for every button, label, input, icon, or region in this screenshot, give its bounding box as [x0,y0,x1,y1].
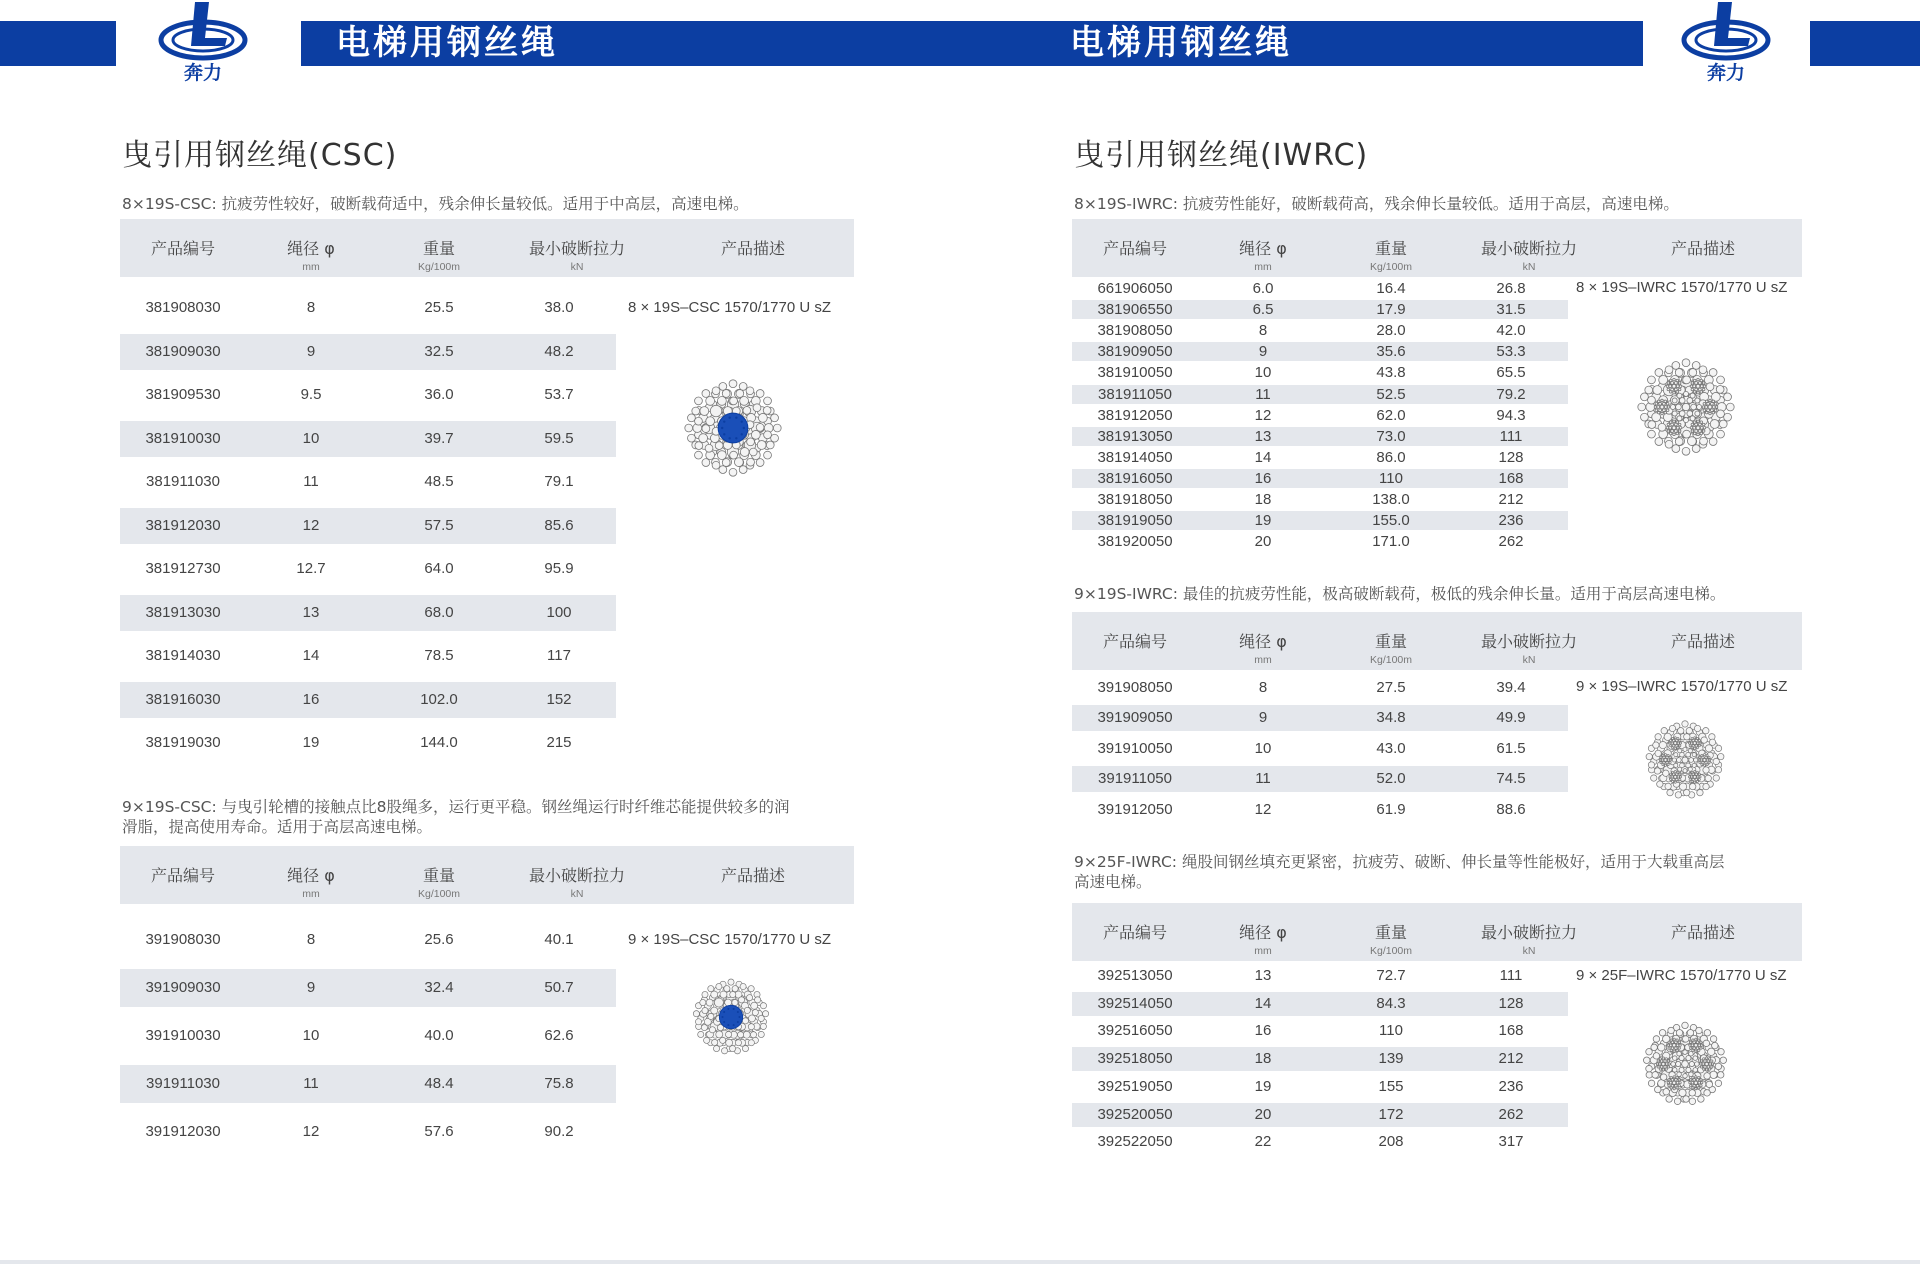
cell-force: 236 [1498,1077,1524,1095]
cell-code: 381906550 [1097,301,1173,319]
cell-force: 117 [547,647,571,664]
cell-force: 128 [1498,994,1524,1012]
cell-force: 152 [546,690,572,708]
cell-weight: 72.7 [1376,967,1406,984]
cell-force: 88.6 [1496,800,1526,818]
footer-line [0,1260,1920,1264]
table-row [1072,1075,1568,1099]
column-description: 产品描述 [720,239,785,258]
rope-spec: 8 × 19S–CSC 1570/1770 U sZ [628,299,832,316]
rope-cross-section-icon [671,957,791,1077]
cell-force: 236 [1498,512,1524,530]
rope-cross-section-icon [663,358,803,498]
cell-weight: 84.3 [1376,994,1406,1012]
cell-diameter: 12 [1254,800,1272,818]
cell-code: 661906050 [1097,280,1173,297]
cell-code: 381914030 [145,647,221,664]
cell-force: 168 [1498,469,1524,487]
cell-code: 381911050 [1098,385,1172,403]
table-row [120,725,616,761]
cell-force: 111 [1499,427,1523,445]
cell-diameter: 6.0 [1252,280,1274,297]
header-title-left: 电梯用钢丝绳 [336,23,558,63]
cell-code: 381916050 [1097,469,1173,487]
column-force: 最小破断拉力 kN [528,239,625,273]
cell-force: 59.5 [544,429,574,447]
column-code: 产品编号 [1102,923,1167,942]
cell-weight: 48.4 [424,1075,454,1092]
cell-diameter: 14 [302,647,320,664]
cell-code: 381909530 [145,386,221,403]
cell-code: 381910050 [1097,364,1173,382]
column-weight: 重量 Kg/100m [417,866,461,900]
column-weight: 重量 Kg/100m [1369,923,1413,957]
cell-diameter: 18 [1254,1050,1272,1068]
brand-logo-text: 奔力 [1706,62,1745,84]
cell-diameter: 10 [302,1027,320,1044]
cell-force: 42.0 [1496,322,1526,340]
section-description: 9×25F-IWRC: 绳股间钢丝填充更紧密，抗疲劳、破断、伸长量等性能极好，适用于大载重高层 高速电梯。 [1074,853,1725,891]
cell-force: 31.5 [1496,301,1526,319]
cell-weight: 172 [1378,1105,1404,1123]
cell-weight: 68.0 [424,603,454,621]
cell-force: 48.2 [544,342,574,360]
cell-diameter: 12 [302,1123,320,1140]
table-row [1072,736,1568,762]
cell-force: 79.2 [1496,385,1526,403]
table-row [120,595,616,631]
cell-code: 381908050 [1097,322,1173,340]
cell-force: 53.3 [1496,343,1526,361]
cell-code: 391909050 [1097,709,1173,727]
cell-weight: 52.5 [1376,385,1406,403]
rope-spec: 9 × 25F–IWRC 1570/1770 U sZ [1576,967,1787,984]
column-diameter: 绳径 φ mm [287,239,335,273]
cell-code: 381910030 [145,429,221,447]
column-diameter: 绳径 φ mm [1239,632,1287,666]
cell-code: 381919050 [1097,512,1173,530]
cell-diameter: 12.7 [296,560,326,577]
column-code: 产品编号 [1102,239,1167,258]
cell-code: 391911030 [146,1075,220,1092]
cell-code: 391908050 [1097,679,1173,696]
cell-force: 212 [1498,1050,1524,1068]
cell-force: 317 [1498,1133,1524,1151]
column-code: 产品编号 [1102,632,1167,651]
cell-diameter: 9 [1258,709,1268,727]
cell-diameter: 13 [302,603,320,621]
cell-force: 40.1 [544,931,574,948]
cell-force: 90.2 [544,1123,574,1140]
rope-spec: 8 × 19S–IWRC 1570/1770 U sZ [1576,279,1788,296]
cell-weight: 62.0 [1376,406,1406,424]
cell-diameter: 11 [1255,770,1271,788]
table-row [120,464,616,500]
column-force: 最小破断拉力 kN [528,866,625,900]
table-row [120,921,616,959]
cell-weight: 36.0 [424,386,454,403]
cell-code: 381914050 [1097,448,1173,466]
rope-spec: 9 × 19S–CSC 1570/1770 U sZ [628,931,832,948]
table-row [1072,1047,1568,1071]
section-description: 9×19S-CSC: 与曳引轮槽的接触点比8股绳多，运行更平稳。钢丝绳运行时纤维芯能提供较多的润 滑脂，提高使用寿命。适用于高层高速电梯。 [122,798,790,836]
header-bar-right [1810,21,1920,66]
table-row [1072,448,1568,467]
cell-code: 392513050 [1097,967,1173,984]
cell-code: 392516050 [1097,1022,1173,1040]
table-row [1072,406,1568,425]
cell-diameter: 19 [1254,1077,1272,1095]
table-row [120,290,616,326]
table-row [120,377,616,413]
brand-logo-text: 奔力 [183,62,222,84]
table-row [1072,490,1568,509]
cell-weight: 86.0 [1376,448,1406,466]
cell-force: 39.4 [1496,679,1526,696]
cell-force: 74.5 [1496,770,1526,788]
cell-weight: 34.8 [1376,709,1406,727]
cell-code: 391910050 [1097,739,1173,757]
cell-diameter: 10 [1254,739,1272,757]
table-row [1072,1103,1568,1127]
cell-diameter: 11 [303,473,319,490]
table-header [1072,612,1802,670]
cell-weight: 57.5 [424,516,454,534]
cell-code: 381912030 [145,516,221,534]
cell-weight: 155.0 [1372,512,1410,530]
cell-code: 392522050 [1097,1133,1173,1151]
column-force: 最小破断拉力 kN [1480,239,1577,273]
cell-force: 50.7 [544,979,574,996]
cell-force: 53.7 [544,386,574,403]
cell-code: 392514050 [1097,994,1173,1012]
cell-force: 168 [1498,1022,1524,1040]
cell-diameter: 20 [1254,533,1272,551]
cell-weight: 25.5 [424,299,454,316]
cell-weight: 110 [1379,1022,1403,1040]
cell-code: 381909050 [1097,343,1173,361]
cell-diameter: 8 [306,299,316,316]
cell-weight: 110 [1379,469,1403,487]
table-row [1072,321,1568,340]
cell-weight: 139 [1378,1050,1404,1068]
table-row [120,969,616,1007]
cell-diameter: 18 [1254,491,1272,508]
cell-code: 391910030 [145,1027,221,1044]
cell-code: 381920050 [1097,533,1173,551]
cell-force: 215 [546,734,572,751]
cell-weight: 32.4 [424,979,454,996]
table-row [1072,300,1568,319]
table-row [120,1113,616,1151]
table-row [1072,469,1568,488]
cell-force: 79.1 [544,473,574,490]
cell-code: 392519050 [1097,1077,1173,1095]
column-code: 产品编号 [150,239,215,258]
cell-force: 262 [1498,533,1524,551]
cell-code: 381913050 [1097,427,1173,445]
table-row [1072,766,1568,792]
cell-diameter: 9 [306,979,316,996]
table-row [120,638,616,674]
cell-diameter: 19 [1254,512,1272,530]
column-description: 产品描述 [720,866,785,885]
cell-force: 26.8 [1496,280,1526,297]
cell-force: 262 [1498,1105,1524,1123]
column-weight: 重量 Kg/100m [1369,239,1413,273]
cell-code: 381912730 [145,560,221,577]
cell-weight: 28.0 [1376,322,1406,340]
cell-diameter: 9 [306,342,316,360]
cell-weight: 57.6 [424,1123,454,1140]
table-row [1072,363,1568,382]
cell-diameter: 22 [1254,1133,1272,1151]
column-force: 最小破断拉力 kN [1480,632,1577,666]
cell-code: 391909030 [145,979,221,996]
column-description: 产品描述 [1670,923,1735,942]
cell-force: 95.9 [544,560,574,577]
column-diameter: 绳径 φ mm [287,866,335,900]
cell-weight: 73.0 [1376,427,1406,445]
cell-weight: 35.6 [1376,343,1406,361]
table-row [1072,342,1568,361]
column-description: 产品描述 [1670,239,1735,258]
table-row [1072,964,1568,988]
cell-weight: 64.0 [424,560,454,577]
cell-diameter: 16 [1254,1022,1272,1040]
cell-weight: 39.7 [424,429,454,447]
cell-force: 61.5 [1496,739,1526,757]
cell-diameter: 11 [303,1075,319,1092]
cell-force: 75.8 [544,1075,574,1092]
section-description: 8×19S-IWRC: 抗疲劳性能好，破断载荷高，残余伸长量较低。适用于高层，高速电梯。 [1074,195,1679,213]
cell-diameter: 16 [302,690,320,708]
cell-diameter: 14 [1254,994,1272,1012]
cell-diameter: 20 [1254,1105,1272,1123]
cell-weight: 48.5 [424,473,454,490]
table-row [1072,705,1568,731]
cell-diameter: 13 [1254,967,1272,984]
cell-code: 381913030 [145,603,221,621]
header-title-right: 电梯用钢丝绳 [1070,23,1292,63]
cell-weight: 43.8 [1376,364,1406,382]
cell-code: 392518050 [1097,1050,1173,1068]
rope-cross-section-icon [1616,337,1756,477]
cell-weight: 61.9 [1376,800,1406,818]
table-row [1072,1019,1568,1043]
cell-weight: 32.5 [424,342,454,360]
cell-force: 94.3 [1496,406,1526,424]
cell-diameter: 11 [1255,385,1271,403]
table-row [1072,385,1568,404]
rope-cross-section-icon [1616,995,1754,1133]
table-row [1072,279,1568,298]
left-page-title: 曳引用钢丝绳(CSC) [122,138,398,173]
rope-spec: 9 × 19S–IWRC 1570/1770 U sZ [1576,678,1788,695]
cell-code: 392520050 [1097,1105,1173,1123]
brand-logo-icon [155,0,251,64]
cell-diameter: 12 [1254,406,1272,424]
header-bar-left [0,21,116,66]
table-row [120,1017,616,1055]
cell-weight: 138.0 [1372,491,1410,508]
table-row [120,334,616,370]
cell-weight: 43.0 [1376,739,1406,757]
right-page-title: 曳引用钢丝绳(IWRC) [1074,138,1369,173]
table-row [120,508,616,544]
cell-diameter: 9 [1258,343,1268,361]
section-description: 9×19S-IWRC: 最佳的抗疲劳性能，极高破断载荷，极低的残余伸长量。适用于高层高速电梯。 [1074,585,1726,603]
brand-logo-right [1678,0,1774,84]
column-diameter: 绳径 φ mm [1239,923,1287,957]
cell-diameter: 19 [302,734,320,751]
cell-force: 111 [1499,967,1523,984]
header-bar-center-right [961,21,1643,66]
cell-diameter: 10 [1254,364,1272,382]
table-row [120,1065,616,1103]
cell-force: 212 [1498,491,1524,508]
cell-code: 381909030 [145,342,221,360]
table-header [120,846,854,904]
cell-force: 49.9 [1496,709,1526,727]
cell-diameter: 14 [1254,448,1272,466]
cell-weight: 52.0 [1376,770,1406,788]
cell-weight: 155 [1378,1077,1404,1095]
column-diameter: 绳径 φ mm [1239,239,1287,273]
cell-weight: 78.5 [424,647,454,664]
cell-code: 381918050 [1097,491,1173,508]
table-row [120,551,616,587]
table-header [120,219,854,277]
cell-code: 381911030 [146,473,220,490]
table-row [1072,532,1568,551]
cell-code: 391908030 [145,931,221,948]
brand-logo-left [155,0,251,84]
table-row [1072,797,1568,823]
cell-diameter: 12 [302,516,320,534]
cell-diameter: 8 [1258,322,1268,340]
cell-weight: 17.9 [1376,301,1406,319]
cell-weight: 40.0 [424,1027,454,1044]
cell-code: 381919030 [145,734,221,751]
table-row [1072,511,1568,530]
cell-code: 381908030 [145,299,221,316]
cell-diameter: 8 [1258,679,1268,696]
cell-code: 391911050 [1098,770,1172,788]
cell-code: 391912030 [145,1123,221,1140]
cell-diameter: 6.5 [1252,301,1274,319]
cell-diameter: 13 [1254,427,1272,445]
cell-weight: 171.0 [1372,533,1410,551]
cell-weight: 144.0 [420,734,458,751]
table-row [1072,1130,1568,1154]
cell-force: 85.6 [544,516,574,534]
cell-force: 62.6 [544,1027,574,1044]
cell-force: 100 [546,603,572,621]
brand-logo-icon [1678,0,1774,64]
cell-weight: 16.4 [1376,280,1406,297]
table-row [1072,992,1568,1016]
column-force: 最小破断拉力 kN [1480,923,1577,957]
cell-weight: 27.5 [1376,679,1406,696]
column-weight: 重量 Kg/100m [1369,632,1413,666]
table-row [1072,427,1568,446]
cell-diameter: 9.5 [300,386,322,403]
table-row [1072,675,1568,701]
section-description: 8×19S-CSC: 抗疲劳性较好，破断载荷适中，残余伸长量较低。适用于中高层，高速电梯。 [122,195,749,213]
cell-code: 381912050 [1097,406,1173,424]
column-description: 产品描述 [1670,632,1735,651]
table-header [1072,903,1802,961]
cell-force: 128 [1498,448,1524,466]
column-weight: 重量 Kg/100m [417,239,461,273]
cell-weight: 102.0 [420,690,458,708]
rope-cross-section-icon [1623,698,1747,822]
cell-force: 38.0 [544,299,574,316]
cell-diameter: 10 [302,429,320,447]
cell-force: 65.5 [1496,364,1526,382]
cell-diameter: 16 [1254,469,1272,487]
cell-code: 381916030 [145,690,221,708]
column-code: 产品编号 [150,866,215,885]
cell-code: 391912050 [1097,800,1173,818]
table-row [120,682,616,718]
cell-weight: 208 [1378,1133,1404,1151]
cell-diameter: 8 [306,931,316,948]
table-row [120,421,616,457]
table-header [1072,219,1802,277]
cell-weight: 25.6 [424,931,454,948]
